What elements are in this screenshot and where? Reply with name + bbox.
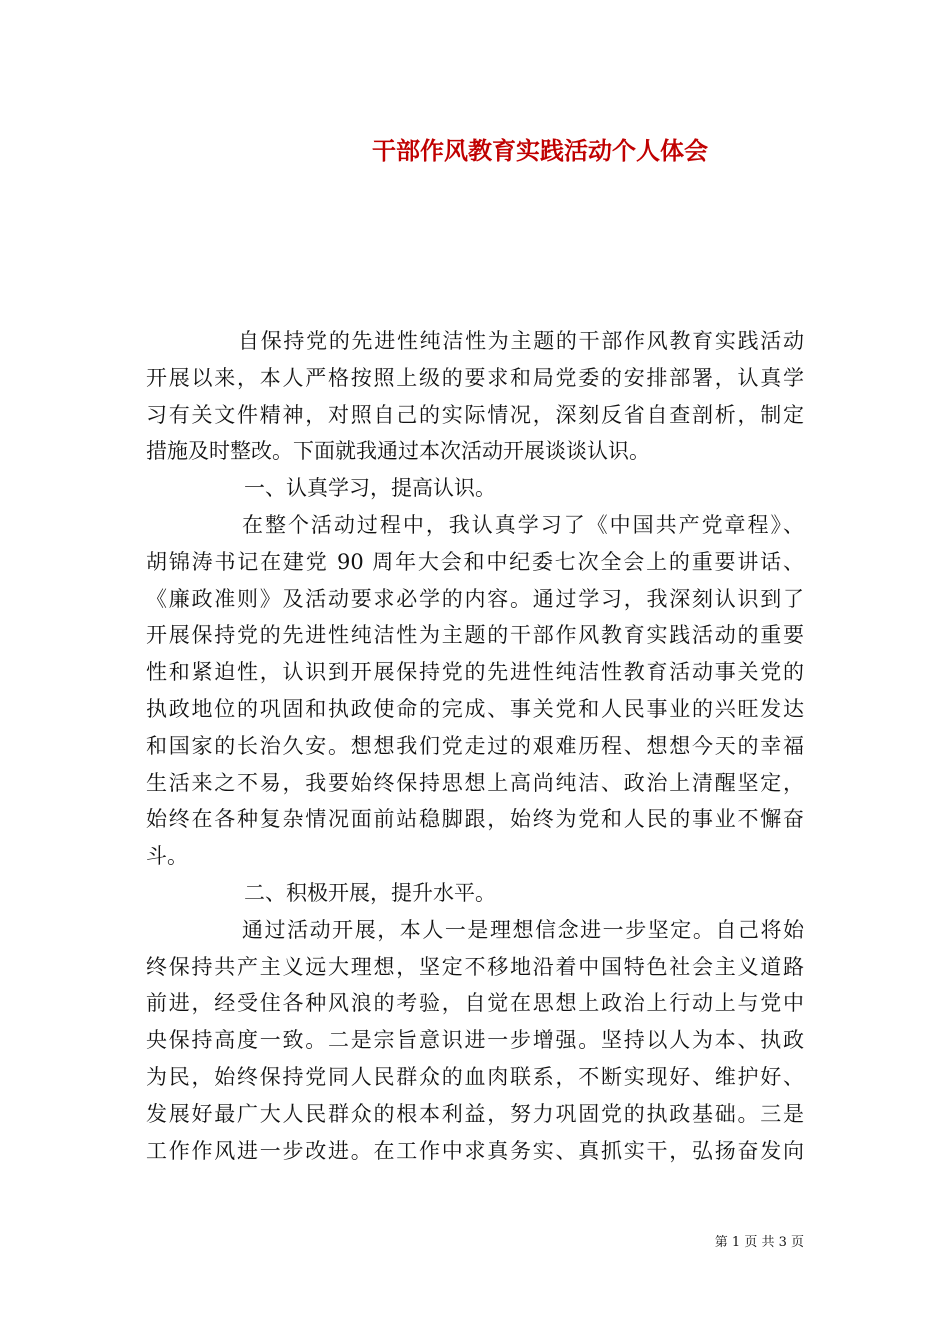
- paragraph-line: 发展好最广大人民群众的根本利益，努力巩固党的执政基础。三是: [146, 1101, 804, 1126]
- paragraph-line: 工作作风进一步改进。在工作中求真务实、真抓实干，弘扬奋发向: [146, 1138, 804, 1163]
- paragraph-line: 开展保持党的先进性纯洁性为主题的干部作风教育实践活动的重要: [146, 623, 804, 648]
- paragraph-line: 为民，始终保持党同人民群众的血肉联系，不断实现好、维护好、: [146, 1064, 804, 1089]
- paragraph-line: 在整个活动过程中，我认真学习了《中国共产党章程》、: [242, 512, 804, 537]
- paragraph-line: 央保持高度一致。二是宗旨意识进一步增强。坚持以人为本、执政: [146, 1028, 804, 1053]
- paragraph-line: 终保持共产主义远大理想，坚定不移地沿着中国特色社会主义道路: [146, 954, 804, 979]
- paragraph-line: 习有关文件精神，对照自己的实际情况，深刻反省自查剖析，制定: [146, 402, 804, 427]
- paragraph-line: 执政地位的巩固和执政使命的完成、事关党和人民事业的兴旺发达: [146, 696, 804, 721]
- page-number-footer: 第 1 页 共 3 页: [714, 1235, 804, 1250]
- paragraph-line: 斗。: [146, 844, 188, 869]
- document-title: 干部作风教育实践活动个人体会: [372, 136, 708, 165]
- paragraph-line: 生活来之不易，我要始终保持思想上高尚纯洁、政治上清醒坚定，: [146, 770, 804, 795]
- paragraph-line: 性和紧迫性，认识到开展保持党的先进性纯洁性教育活动事关党的: [146, 660, 804, 685]
- paragraph-line: 胡锦涛书记在建党 90 周年大会和中纪委七次全会上的重要讲话、: [146, 549, 804, 574]
- paragraph-line: 《廉政准则》及活动要求必学的内容。通过学习，我深刻认识到了: [146, 586, 804, 611]
- paragraph-line: 开展以来，本人严格按照上级的要求和局党委的安排部署，认真学: [146, 365, 804, 390]
- paragraph-line: 和国家的长治久安。想想我们党走过的艰难历程、想想今天的幸福: [146, 733, 804, 758]
- paragraph-line: 自保持党的先进性纯洁性为主题的干部作风教育实践活动: [238, 329, 804, 353]
- section-heading: 一、认真学习，提高认识。: [244, 476, 496, 501]
- document-body: [146, 323, 804, 1169]
- paragraph-line: 始终在各种复杂情况面前站稳脚跟，始终为党和人民的事业不懈奋: [146, 807, 804, 832]
- paragraph-line: 通过活动开展，本人一是理想信念进一步坚定。自己将始: [242, 917, 804, 942]
- section-heading: 二、积极开展，提升水平。: [244, 880, 496, 905]
- paragraph-line: 前进，经受住各种风浪的考验，自觉在思想上政治上行动上与党中: [146, 991, 804, 1016]
- paragraph-line: 措施及时整改。下面就我通过本次活动开展谈谈认识。: [146, 439, 650, 464]
